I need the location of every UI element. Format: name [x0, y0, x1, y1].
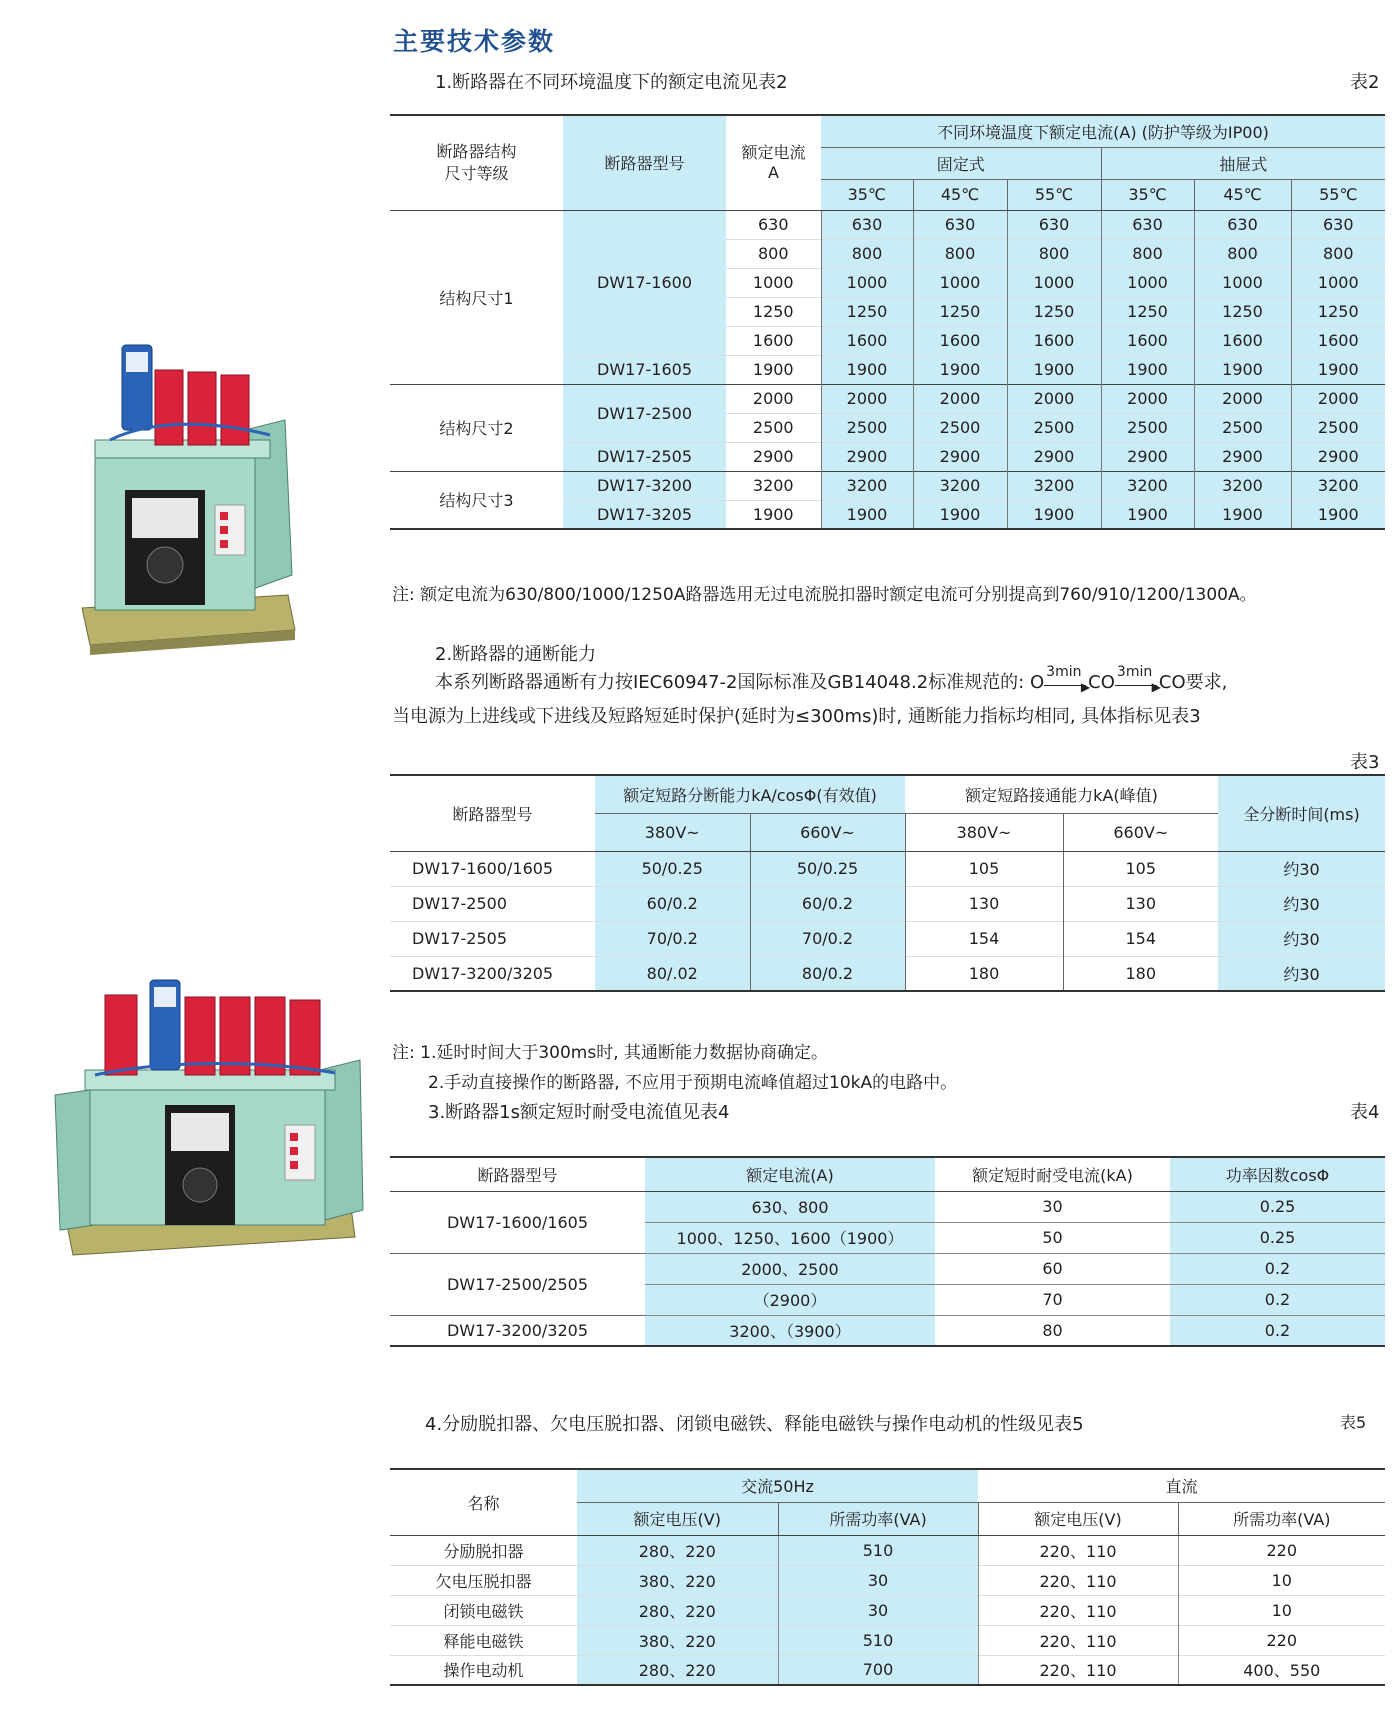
t2-cell-1-5: 800 [1194, 239, 1291, 268]
t2-cell-4-0: 1600 [726, 326, 821, 355]
t2-cell-2-0: 1000 [726, 268, 821, 297]
t2-temp-1: 45℃ [913, 179, 1007, 210]
t3-cell-1-1: 60/0.2 [595, 886, 750, 921]
t2-cell-0-5: 630 [1194, 210, 1291, 239]
t5-cell-3-3: 220、110 [978, 1625, 1178, 1655]
t2-header-model: 断路器型号 [563, 115, 726, 210]
t2-cell-5-2: 1900 [913, 355, 1007, 384]
page-title: 主要技术参数 [393, 27, 556, 56]
t2-temp-0: 35℃ [821, 179, 913, 210]
t5-row [390, 1595, 1385, 1625]
t2-struct-0: 结构尺寸1 [390, 210, 563, 384]
t4-cell-3-1: 70 [935, 1284, 1170, 1315]
t2-cell-10-5: 1900 [1194, 500, 1291, 529]
t5-cell-2-0: 闭锁电磁铁 [390, 1595, 577, 1625]
t2-cell-8-3: 2900 [1007, 442, 1101, 471]
t2-row [390, 471, 1385, 500]
t2-cell-10-3: 1900 [1007, 500, 1101, 529]
t2-cell-7-0: 2500 [726, 413, 821, 442]
t2-cell-5-5: 1900 [1194, 355, 1291, 384]
t3-cell-2-2: 70/0.2 [750, 921, 905, 956]
t3-cell-2-5: 约30 [1218, 921, 1385, 956]
t5-cell-0-3: 220、110 [978, 1535, 1178, 1565]
t4-cell-3-2: 0.2 [1170, 1284, 1385, 1315]
t5-cell-0-0: 分励脱扣器 [390, 1535, 577, 1565]
t2-cell-2-5: 1000 [1194, 268, 1291, 297]
t2-cell-9-5: 3200 [1194, 471, 1291, 500]
t2-cell-9-4: 3200 [1101, 471, 1194, 500]
table-5-label: 表5 [1340, 1413, 1367, 1432]
t3-row [390, 851, 1385, 886]
t2-header-drawout: 抽屉式 [1101, 147, 1385, 179]
t5-row [390, 1625, 1385, 1655]
t3-cell-1-0: DW17-2500 [390, 886, 595, 921]
t5-cell-3-1: 380、220 [577, 1625, 778, 1655]
t3-cell-0-5: 约30 [1218, 851, 1385, 886]
t5-cell-0-2: 510 [778, 1535, 978, 1565]
t3-cell-0-2: 50/0.25 [750, 851, 905, 886]
section-1-heading: 1.断路器在不同环境温度下的额定电流见表2 [435, 72, 788, 93]
table-5 [390, 1468, 1385, 1686]
t5-cell-0-4: 220 [1178, 1535, 1385, 1565]
t5-cell-1-3: 220、110 [978, 1565, 1178, 1595]
t2-cell-6-0: 2000 [726, 384, 821, 413]
t5-row [390, 1565, 1385, 1595]
t2-model-9: DW17-3200 [563, 471, 726, 500]
t2-temp-5: 55℃ [1291, 179, 1385, 210]
t5-sub-0: 额定电压(V) [577, 1502, 778, 1535]
t3-cell-2-0: DW17-2505 [390, 921, 595, 956]
arrow-1-label: 3min [1046, 664, 1082, 680]
t2-cell-4-1: 1600 [821, 326, 913, 355]
t5-cell-4-4: 400、550 [1178, 1655, 1385, 1685]
t5-cell-4-0: 操作电动机 [390, 1655, 577, 1685]
t2-cell-4-3: 1600 [1007, 326, 1101, 355]
table-2 [390, 114, 1385, 530]
t3-row [390, 921, 1385, 956]
arrow-2: 3min ▶ [1116, 664, 1161, 694]
t2-cell-4-4: 1600 [1101, 326, 1194, 355]
t2-cell-9-3: 3200 [1007, 471, 1101, 500]
t3-volt-3: 660V~ [1063, 813, 1218, 851]
t2-cell-5-4: 1900 [1101, 355, 1194, 384]
t4-model-0: DW17-1600/1605 [390, 1191, 645, 1253]
t2-cell-8-1: 2900 [821, 442, 913, 471]
t3-header-break: 额定短路分断能力kA/cosΦ(有效值) [595, 775, 905, 813]
t3-volt-0: 380V~ [595, 813, 750, 851]
t2-cell-7-4: 2500 [1101, 413, 1194, 442]
t2-cell-7-1: 2500 [821, 413, 913, 442]
section-2-line-1-b: CO要求, [1158, 672, 1228, 693]
t2-cell-2-3: 1000 [1007, 268, 1101, 297]
t2-cell-9-2: 3200 [913, 471, 1007, 500]
t3-cell-3-4: 180 [1063, 956, 1218, 991]
breaker-photo-2 [45, 975, 365, 1285]
t2-cell-1-3: 800 [1007, 239, 1101, 268]
t4-cell-1-2: 0.25 [1170, 1222, 1385, 1253]
t2-row [390, 384, 1385, 413]
t4-cell-1-1: 50 [935, 1222, 1170, 1253]
t2-cell-5-6: 1900 [1291, 355, 1385, 384]
t3-cell-2-3: 154 [905, 921, 1063, 956]
t5-cell-2-2: 30 [778, 1595, 978, 1625]
t4-header-pf: 功率因数cosΦ [1170, 1157, 1385, 1191]
t5-cell-3-4: 220 [1178, 1625, 1385, 1655]
t5-sub-2: 额定电压(V) [978, 1502, 1178, 1535]
t2-cell-1-6: 800 [1291, 239, 1385, 268]
t2-header-struct: 断路器结构 尺寸等级 [390, 115, 563, 210]
t5-row [390, 1655, 1385, 1685]
t2-cell-9-6: 3200 [1291, 471, 1385, 500]
t2-temp-4: 45℃ [1194, 179, 1291, 210]
t2-cell-4-6: 1600 [1291, 326, 1385, 355]
t2-cell-5-0: 1900 [726, 355, 821, 384]
t2-temp-3: 35℃ [1101, 179, 1194, 210]
t2-cell-8-5: 2900 [1194, 442, 1291, 471]
t3-volt-1: 660V~ [750, 813, 905, 851]
t2-cell-7-3: 2500 [1007, 413, 1101, 442]
t3-header-make: 额定短路接通能力kA(峰值) [905, 775, 1218, 813]
t2-cell-9-0: 3200 [726, 471, 821, 500]
breaker-photo-1 [70, 340, 300, 670]
section-2-heading: 2.断路器的通断能力 [435, 644, 597, 665]
t2-cell-2-4: 1000 [1101, 268, 1194, 297]
t4-cell-1-0: 1000、1250、1600（1900） [645, 1222, 935, 1253]
t2-header-fixed: 固定式 [821, 147, 1101, 179]
t5-cell-4-1: 280、220 [577, 1655, 778, 1685]
t2-cell-7-5: 2500 [1194, 413, 1291, 442]
t2-cell-3-1: 1250 [821, 297, 913, 326]
t3-cell-0-0: DW17-1600/1605 [390, 851, 595, 886]
arrow-1: 3min ▶ [1046, 664, 1091, 694]
t2-cell-1-1: 800 [821, 239, 913, 268]
t5-cell-2-4: 10 [1178, 1595, 1385, 1625]
t2-cell-4-2: 1600 [913, 326, 1007, 355]
t2-cell-3-5: 1250 [1194, 297, 1291, 326]
t2-cell-4-5: 1600 [1194, 326, 1291, 355]
t3-header-model: 断路器型号 [390, 775, 595, 851]
t5-cell-1-4: 10 [1178, 1565, 1385, 1595]
t2-model-6: DW17-2500 [563, 384, 726, 442]
t2-cell-10-0: 1900 [726, 500, 821, 529]
t2-cell-2-2: 1000 [913, 268, 1007, 297]
note-1: 注: 额定电流为630/800/1000/1250A路器选用无过电流脱扣器时额定电流可分别提高到760/910/1200/1300A。 [392, 585, 1257, 605]
t2-header-env: 不同环境温度下额定电流(A) (防护等级为IP00) [821, 115, 1385, 147]
t2-model-8: DW17-2505 [563, 442, 726, 471]
co-1: CO [1088, 672, 1115, 693]
t5-row [390, 1535, 1385, 1565]
table-3 [390, 774, 1385, 992]
section-3-heading: 3.断路器1s额定短时耐受电流值见表4 [428, 1102, 730, 1123]
t3-cell-3-3: 180 [905, 956, 1063, 991]
t3-cell-1-5: 约30 [1218, 886, 1385, 921]
note-2-line-1: 注: 1.延时时间大于300ms时, 其通断能力数据协商确定。 [392, 1043, 829, 1063]
t5-header-ac: 交流50Hz [577, 1469, 978, 1502]
t2-struct-1: 结构尺寸2 [390, 384, 563, 471]
t4-cell-4-1: 80 [935, 1315, 1170, 1346]
t4-header-short: 额定短时耐受电流(kA) [935, 1157, 1170, 1191]
table-4 [390, 1156, 1385, 1347]
t2-model-10: DW17-3205 [563, 500, 726, 529]
t2-struct-2: 结构尺寸3 [390, 471, 563, 529]
t2-model-5: DW17-1605 [563, 355, 726, 384]
t3-cell-3-5: 约30 [1218, 956, 1385, 991]
t3-cell-2-4: 154 [1063, 921, 1218, 956]
t2-cell-0-2: 630 [913, 210, 1007, 239]
t2-cell-6-4: 2000 [1101, 384, 1194, 413]
t5-cell-1-0: 欠电压脱扣器 [390, 1565, 577, 1595]
section-2-line-1-a: 本系列断路器通断有力按IEC60947-2国际标准及GB14048.2标准规范的: O [435, 672, 1045, 693]
t2-model-0: DW17-1600 [563, 210, 726, 355]
section-4-heading: 4.分励脱扣器、欠电压脱扣器、闭锁电磁铁、释能电磁铁与操作电动机的性级见表5 [425, 1414, 1084, 1435]
t2-cell-0-3: 630 [1007, 210, 1101, 239]
t5-cell-2-3: 220、110 [978, 1595, 1178, 1625]
arrow-2-label: 3min [1116, 664, 1153, 680]
t5-header-dc: 直流 [978, 1469, 1385, 1502]
t5-cell-1-1: 380、220 [577, 1565, 778, 1595]
t3-volt-2: 380V~ [905, 813, 1063, 851]
t3-cell-0-3: 105 [905, 851, 1063, 886]
t2-cell-2-6: 1000 [1291, 268, 1385, 297]
t3-cell-1-4: 130 [1063, 886, 1218, 921]
t3-cell-1-3: 130 [905, 886, 1063, 921]
t2-cell-3-4: 1250 [1101, 297, 1194, 326]
t2-cell-0-0: 630 [726, 210, 821, 239]
t4-cell-4-0: 3200、（3900） [645, 1315, 935, 1346]
t2-cell-6-6: 2000 [1291, 384, 1385, 413]
t4-header-model: 断路器型号 [390, 1157, 645, 1191]
t4-row [390, 1191, 1385, 1222]
t4-cell-2-2: 0.2 [1170, 1253, 1385, 1284]
t4-header-rated: 额定电流(A) [645, 1157, 935, 1191]
t2-cell-6-2: 2000 [913, 384, 1007, 413]
t4-row [390, 1315, 1385, 1346]
t2-cell-10-4: 1900 [1101, 500, 1194, 529]
t3-row [390, 956, 1385, 991]
t3-cell-3-2: 80/0.2 [750, 956, 905, 991]
t4-cell-0-2: 0.25 [1170, 1191, 1385, 1222]
t2-cell-8-6: 2900 [1291, 442, 1385, 471]
t2-cell-6-5: 2000 [1194, 384, 1291, 413]
t3-cell-0-1: 50/0.25 [595, 851, 750, 886]
t2-cell-1-4: 800 [1101, 239, 1194, 268]
t4-cell-2-0: 2000、2500 [645, 1253, 935, 1284]
t5-cell-2-1: 280、220 [577, 1595, 778, 1625]
t5-cell-4-3: 220、110 [978, 1655, 1178, 1685]
t3-cell-3-0: DW17-3200/3205 [390, 956, 595, 991]
t2-header-rated: 额定电流 A [726, 115, 821, 210]
t5-sub-3: 所需功率(VA) [1178, 1502, 1385, 1535]
t2-cell-10-2: 1900 [913, 500, 1007, 529]
t5-cell-4-2: 700 [778, 1655, 978, 1685]
t2-temp-2: 55℃ [1007, 179, 1101, 210]
t2-cell-6-1: 2000 [821, 384, 913, 413]
note-2-line-2: 2.手动直接操作的断路器, 不应用于预期电流峰值超过10kA的电路中。 [428, 1073, 958, 1093]
t4-row [390, 1253, 1385, 1284]
t2-cell-6-3: 2000 [1007, 384, 1101, 413]
t2-cell-1-2: 800 [913, 239, 1007, 268]
t5-cell-3-2: 510 [778, 1625, 978, 1655]
t3-cell-0-4: 105 [1063, 851, 1218, 886]
t2-cell-9-1: 3200 [821, 471, 913, 500]
t2-cell-5-1: 1900 [821, 355, 913, 384]
t2-row [390, 210, 1385, 239]
table-3-label: 表3 [1350, 752, 1380, 773]
t2-cell-0-4: 630 [1101, 210, 1194, 239]
t4-cell-3-0: （2900） [645, 1284, 935, 1315]
t2-cell-5-3: 1900 [1007, 355, 1101, 384]
t3-header-time: 全分断时间(ms) [1218, 775, 1385, 851]
t2-cell-3-3: 1250 [1007, 297, 1101, 326]
t2-cell-7-2: 2500 [913, 413, 1007, 442]
section-2-line-1 [435, 664, 1228, 694]
t4-cell-0-0: 630、800 [645, 1191, 935, 1222]
t2-cell-3-0: 1250 [726, 297, 821, 326]
t4-model-2: DW17-3200/3205 [390, 1315, 645, 1346]
t5-header-name: 名称 [390, 1469, 577, 1535]
t3-cell-1-2: 60/0.2 [750, 886, 905, 921]
table-4-label: 表4 [1350, 1102, 1380, 1123]
t2-cell-10-1: 1900 [821, 500, 913, 529]
t3-row [390, 886, 1385, 921]
t2-cell-0-1: 630 [821, 210, 913, 239]
t5-cell-3-0: 释能电磁铁 [390, 1625, 577, 1655]
t4-cell-0-1: 30 [935, 1191, 1170, 1222]
t5-cell-0-1: 280、220 [577, 1535, 778, 1565]
t5-cell-1-2: 30 [778, 1565, 978, 1595]
t3-cell-2-1: 70/0.2 [595, 921, 750, 956]
t2-cell-8-2: 2900 [913, 442, 1007, 471]
section-2-line-2: 当电源为上进线或下进线及短路短延时保护(延时为≤300ms)时, 通断能力指标均相同, 具体指标见表3 [392, 706, 1201, 727]
t2-cell-8-4: 2900 [1101, 442, 1194, 471]
t3-cell-3-1: 80/.02 [595, 956, 750, 991]
t2-cell-2-1: 1000 [821, 268, 913, 297]
t2-cell-0-6: 630 [1291, 210, 1385, 239]
t2-cell-8-0: 2900 [726, 442, 821, 471]
t2-cell-10-6: 1900 [1291, 500, 1385, 529]
t2-cell-7-6: 2500 [1291, 413, 1385, 442]
table-2-label: 表2 [1350, 72, 1380, 93]
t4-model-1: DW17-2500/2505 [390, 1253, 645, 1315]
t4-cell-2-1: 60 [935, 1253, 1170, 1284]
t5-sub-1: 所需功率(VA) [778, 1502, 978, 1535]
t4-cell-4-2: 0.2 [1170, 1315, 1385, 1346]
t2-cell-3-6: 1250 [1291, 297, 1385, 326]
t2-cell-3-2: 1250 [913, 297, 1007, 326]
t2-cell-1-0: 800 [726, 239, 821, 268]
